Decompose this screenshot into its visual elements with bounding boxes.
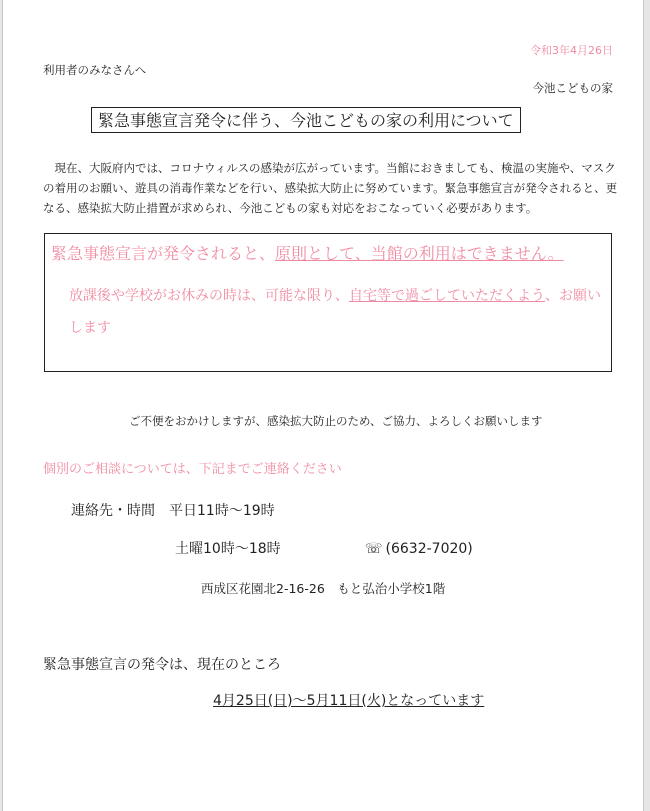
notice-line-1-prefix: 緊急事態宣言が発令されると、 (51, 244, 276, 263)
weekday-hours: 平日11時～19時 (169, 503, 275, 519)
contact-address: 西成区花園北2-16-26 もと弘治小学校1階 (201, 581, 446, 596)
saturday-hours: 土曜10時～18時 (175, 541, 281, 557)
contact-phone (365, 541, 473, 557)
sender-line: 今池こどもの家 (532, 81, 613, 95)
notice-box (44, 233, 612, 372)
contact-heading: 個別のご相談については、下記までご連絡ください (43, 462, 342, 477)
apology-text: ご不便をおかけしますが、感染拡大防止のため、ご協力、よろしくお願いします (129, 414, 543, 428)
document-date: 令和3年4月26日 (530, 44, 613, 57)
document-page (2, 0, 644, 811)
notice-line-1-emphasis: 原則として、当館の利用はできません。 (275, 244, 564, 263)
document-title: 緊急事態宣言発令に伴う、今池こどもの家の利用について (91, 107, 521, 133)
period-heading: 緊急事態宣言の発令は、現在のところ (43, 657, 281, 673)
notice-line-2 (69, 280, 609, 344)
body-paragraph (43, 158, 618, 218)
period-dates: 4月25日(日)～5月11日(火)となっています (213, 693, 485, 709)
contact-weekday-line (71, 498, 275, 524)
notice-line-2-prefix: 放課後や学校がお休みの時は、可能な限り、 (69, 288, 349, 304)
phone-number: (6632-7020) (385, 541, 473, 557)
notice-line-2-suffix: 、お願いします (69, 288, 601, 336)
body-text: 現在、大阪府内では、コロナウィルスの感染が広がっています。当館におきましても、検温の実施や、マスクの着用のお願い、遊具の消毒作業などを行い、感染拡大防止に努めています。緊急事態宣言が発令されると、更なる、感染拡大防止措置が求められ、今池こどもの家も対応をおこなっていく必要があります。 (43, 161, 618, 215)
recipient-line: 利用者のみなさんへ (43, 63, 147, 77)
notice-line-1 (51, 240, 564, 268)
notice-line-2-emphasis: 自宅等で過ごしていただくよう (349, 288, 545, 304)
contact-hours-label: 連絡先・時間 (71, 503, 155, 519)
phone-icon: ☏ (365, 541, 383, 557)
